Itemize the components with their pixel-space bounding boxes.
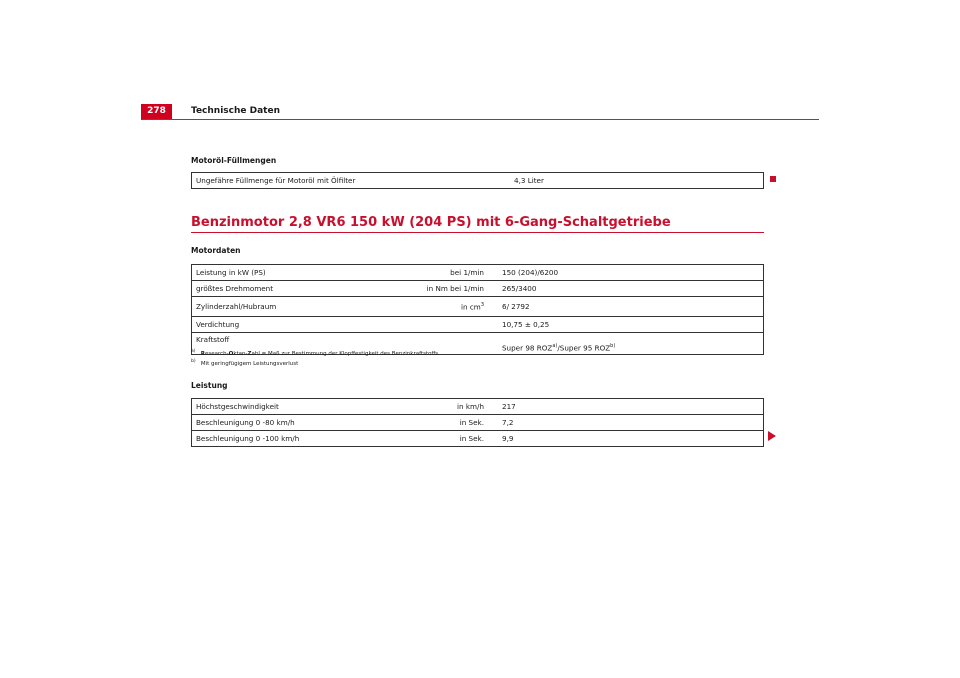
row-value: 9,9 (488, 431, 764, 447)
performance-table (191, 398, 764, 447)
footnote-b (191, 359, 298, 367)
row-label: Kraftstoff (192, 333, 381, 355)
oil-table (191, 172, 764, 189)
footnote-a-letter-z: Z (247, 350, 252, 357)
footnote-a-letter-r: R (200, 350, 206, 357)
row-unit: bei 1/min (380, 265, 488, 281)
row-label: Höchstgeschwindigkeit (192, 399, 381, 415)
table-row (192, 265, 764, 281)
footnote-a-part: ktan- (233, 350, 248, 357)
row-value: 217 (488, 399, 764, 415)
page-title: Technische Daten (191, 106, 280, 116)
footnote-ref-b: b) (610, 342, 616, 349)
row-value: 6/ 2792 (488, 297, 764, 317)
continue-arrow-icon (768, 431, 776, 441)
row-label: Beschleunigung 0 -80 km/h (192, 415, 381, 431)
footnote-marker: b) (191, 359, 196, 364)
table-row (192, 431, 764, 447)
footnote-a (191, 349, 440, 357)
footnote-marker: a) (191, 349, 196, 354)
unit-superscript: 3 (480, 301, 484, 308)
footnote-ref-a: a) (552, 342, 558, 349)
fuel-95: /Super 95 ROZ (557, 343, 611, 352)
row-unit: in km/h (380, 399, 488, 415)
oil-label: Ungefähre Füllmenge für Motoröl mit Ölfilter (192, 173, 501, 189)
row-unit: in Nm bei 1/min (380, 281, 488, 297)
section-heading-rule (191, 232, 764, 233)
footnote-b-text: Mit geringfügigem Leistungsverlust (200, 360, 299, 367)
row-label: größtes Drehmoment (192, 281, 381, 297)
row-unit: in Sek. (380, 431, 488, 447)
fuel-98: Super 98 ROZ (502, 343, 553, 352)
row-unit (380, 317, 488, 333)
section-heading: Benzinmotor 2,8 VR6 150 kW (204 PS) mit 6-Gang-Schaltgetriebe (191, 215, 671, 230)
engine-subheading: Motordaten (191, 246, 241, 255)
table-row (192, 399, 764, 415)
unit-text: in cm (461, 302, 481, 312)
header-divider (141, 119, 819, 120)
row-unit: in Sek. (380, 415, 488, 431)
table-row (192, 317, 764, 333)
footnote-a-text: ahl = Maß zur Bestimmung der Klopffestigkeit des Benzinkraftstoffs. (251, 350, 440, 357)
section-end-marker-icon (770, 176, 776, 182)
page-number: 278 (141, 104, 172, 119)
row-label: Verdichtung (192, 317, 381, 333)
table-row (192, 173, 764, 189)
engine-table (191, 264, 764, 355)
oil-subheading: Motoröl-Füllmengen (191, 156, 277, 165)
footnote-a-letter-o: O (228, 350, 234, 357)
row-label: Beschleunigung 0 -100 km/h (192, 431, 381, 447)
row-label: Zylinderzahl/Hubraum (192, 297, 381, 317)
row-unit (380, 297, 488, 317)
row-value (488, 333, 764, 355)
row-label: Leistung in kW (PS) (192, 265, 381, 281)
table-row (192, 415, 764, 431)
table-row (192, 281, 764, 297)
row-value: 7,2 (488, 415, 764, 431)
row-value: 150 (204)/6200 (488, 265, 764, 281)
oil-value: 4,3 Liter (500, 173, 764, 189)
table-row (192, 297, 764, 317)
footnote-a-part: esearch- (205, 350, 229, 357)
row-value: 10,75 ± 0,25 (488, 317, 764, 333)
row-value: 265/3400 (488, 281, 764, 297)
performance-subheading: Leistung (191, 381, 228, 390)
